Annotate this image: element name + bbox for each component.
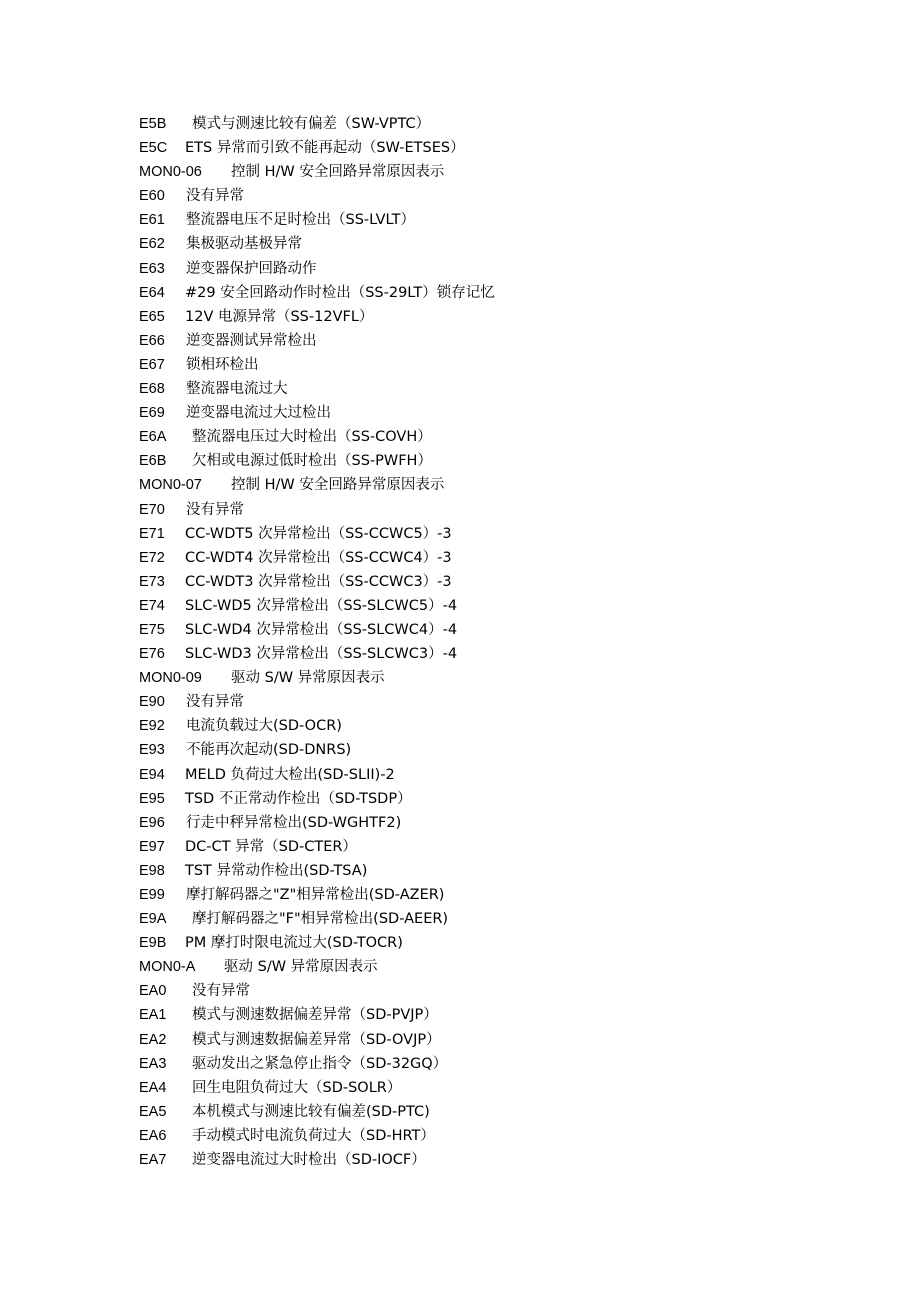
list-item xyxy=(139,449,839,473)
error-code: EA0 xyxy=(139,983,167,1000)
error-code: E9B xyxy=(139,935,167,952)
list-item xyxy=(139,763,839,787)
error-description: 整流器电流过大 xyxy=(186,381,288,398)
list-item xyxy=(139,329,839,353)
list-item xyxy=(139,883,839,907)
error-code: E94 xyxy=(139,766,165,783)
section-heading xyxy=(139,160,839,184)
list-item xyxy=(139,305,839,329)
error-code: E73 xyxy=(139,573,165,590)
error-code: E75 xyxy=(139,621,165,638)
error-description: 12V 电源异常（SS-12VFL） xyxy=(185,308,374,325)
error-description: 集极驱动基极异常 xyxy=(186,236,302,253)
error-code: E5B xyxy=(139,116,167,132)
error-description: SLC-WD3 次异常检出（SS-SLCWC3）-4 xyxy=(185,646,458,663)
error-description: 回生电阻负荷过大（SD-SOLR） xyxy=(192,1079,402,1096)
list-item xyxy=(139,1148,839,1172)
error-description: 逆变器电流过大过检出 xyxy=(186,405,331,422)
error-description: 锁相环检出 xyxy=(186,356,259,373)
error-code: E71 xyxy=(139,525,165,542)
error-code: E68 xyxy=(139,381,165,398)
error-code: E69 xyxy=(139,405,165,422)
list-item xyxy=(139,618,839,642)
error-code: E62 xyxy=(139,236,165,253)
list-item xyxy=(139,112,839,136)
error-description: 行走中秤异常检出(SD-WGHTF2) xyxy=(186,814,402,831)
list-item xyxy=(139,377,839,401)
error-description: 没有异常 xyxy=(186,694,244,711)
error-code: EA1 xyxy=(139,1007,167,1024)
section-description: 驱动 S/W 异常原因表示 xyxy=(231,670,385,687)
error-description: 驱动发出之紧急停止指令（SD-32GQ） xyxy=(192,1055,448,1072)
error-description: 手动模式时电流负荷过大（SD-HRT） xyxy=(192,1127,435,1144)
error-description: 整流器电压过大时检出（SS-COVH） xyxy=(192,429,432,446)
list-item xyxy=(139,690,839,714)
error-code: E74 xyxy=(139,597,165,614)
error-description: 电流负载过大(SD-OCR) xyxy=(186,718,342,735)
list-item xyxy=(139,401,839,425)
monitor-code: MON0-06 xyxy=(139,164,202,181)
error-code: E65 xyxy=(139,308,165,325)
list-item xyxy=(139,931,839,955)
list-item xyxy=(139,546,839,570)
error-code: E96 xyxy=(139,814,165,831)
list-item xyxy=(139,281,839,305)
error-code: E6B xyxy=(139,453,167,470)
list-item xyxy=(139,208,839,232)
list-item xyxy=(139,979,839,1003)
list-item xyxy=(139,835,839,859)
monitor-code: MON0-A xyxy=(139,959,196,976)
error-code: E92 xyxy=(139,718,165,735)
list-item xyxy=(139,642,839,666)
error-description: MELD 负荷过大检出(SD-SLII)-2 xyxy=(185,766,395,783)
error-description: CC-WDT5 次异常检出（SS-CCWC5）-3 xyxy=(185,525,452,542)
list-item xyxy=(139,714,839,738)
section-description: 驱动 S/W 异常原因表示 xyxy=(224,959,378,976)
section-heading xyxy=(139,473,839,497)
error-description: 整流器电压不足时检出（SS-LVLT） xyxy=(186,212,415,229)
list-item xyxy=(139,232,839,256)
list-item xyxy=(139,353,839,377)
section-description: 控制 H/W 安全回路异常原因表示 xyxy=(231,164,445,181)
error-code: E9A xyxy=(139,911,167,928)
list-item xyxy=(139,425,839,449)
error-description: CC-WDT3 次异常检出（SS-CCWC3）-3 xyxy=(185,573,452,590)
error-description: 本机模式与测速比较有偏差(SD-PTC) xyxy=(192,1103,430,1120)
list-item xyxy=(139,1052,839,1076)
error-code: E66 xyxy=(139,332,165,349)
error-code: EA5 xyxy=(139,1103,167,1120)
error-description: 逆变器测试异常检出 xyxy=(186,332,317,349)
list-item xyxy=(139,738,839,762)
error-description: #29 安全回路动作时检出（SS-29LT）锁存记忆 xyxy=(185,284,495,301)
error-code: E61 xyxy=(139,212,165,229)
list-item xyxy=(139,787,839,811)
list-item xyxy=(139,907,839,931)
monitor-code: MON0-09 xyxy=(139,670,202,687)
list-item xyxy=(139,1100,839,1124)
error-description: SLC-WD4 次异常检出（SS-SLCWC4）-4 xyxy=(185,621,458,638)
list-item xyxy=(139,859,839,883)
list-item xyxy=(139,1124,839,1148)
error-description: 模式与测速数据偏差异常（SD-OVJP） xyxy=(192,1031,441,1048)
error-code: EA2 xyxy=(139,1031,167,1048)
error-code: E93 xyxy=(139,742,165,759)
error-code: E76 xyxy=(139,646,165,663)
error-code-list xyxy=(139,112,839,1172)
error-description: ETS 异常而引致不能再起动（SW-ETSES） xyxy=(185,140,465,157)
error-code: EA7 xyxy=(139,1152,167,1169)
error-description: SLC-WD5 次异常检出（SS-SLCWC5）-4 xyxy=(185,597,458,614)
error-code: E90 xyxy=(139,694,165,711)
error-code: EA4 xyxy=(139,1079,167,1096)
error-code: E70 xyxy=(139,501,165,518)
section-description: 控制 H/W 安全回路异常原因表示 xyxy=(231,477,445,494)
error-description: 摩打解码器之"F"相异常检出(SD-AEER) xyxy=(192,911,449,928)
list-item xyxy=(139,498,839,522)
list-item xyxy=(139,1003,839,1027)
list-item xyxy=(139,136,839,160)
error-description: 没有异常 xyxy=(186,188,244,205)
error-code: E6A xyxy=(139,429,167,446)
list-item xyxy=(139,522,839,546)
monitor-code: MON0-07 xyxy=(139,477,202,494)
error-description: CC-WDT4 次异常检出（SS-CCWC4）-3 xyxy=(185,549,452,566)
error-code: E5C xyxy=(139,140,168,157)
error-description: 模式与测速比较有偏差（SW-VPTC） xyxy=(192,116,431,132)
error-description: 不能再次起动(SD-DNRS) xyxy=(186,742,352,759)
section-heading xyxy=(139,666,839,690)
error-code: E99 xyxy=(139,887,165,903)
error-description: 模式与测速数据偏差异常（SD-PVJP） xyxy=(192,1007,438,1024)
error-description: 摩打解码器之"Z"相异常检出(SD-AZER) xyxy=(186,887,445,903)
error-description: 没有异常 xyxy=(186,501,244,518)
list-item xyxy=(139,1076,839,1100)
error-code: E64 xyxy=(139,284,165,301)
error-description: 欠相或电源过低时检出（SS-PWFH） xyxy=(192,453,432,470)
list-item xyxy=(139,1028,839,1052)
error-code: E72 xyxy=(139,549,165,566)
list-item xyxy=(139,811,839,835)
error-code: E95 xyxy=(139,790,165,807)
error-description: 逆变器电流过大时检出（SD-IOCF） xyxy=(192,1152,426,1169)
error-description: 逆变器保护回路动作 xyxy=(186,260,317,277)
error-code: E97 xyxy=(139,838,165,855)
error-code: E63 xyxy=(139,260,165,277)
section-heading xyxy=(139,955,839,979)
error-description: TSD 不正常动作检出（SD-TSDP） xyxy=(185,790,412,807)
list-item xyxy=(139,594,839,618)
error-description: TST 异常动作检出(SD-TSA) xyxy=(185,862,368,879)
error-description: DC-CT 异常（SD-CTER） xyxy=(185,838,357,855)
list-item xyxy=(139,570,839,594)
error-code: E60 xyxy=(139,188,165,205)
error-code: E98 xyxy=(139,862,165,879)
error-description: PM 摩打时限电流过大(SD-TOCR) xyxy=(185,935,403,952)
error-code: EA6 xyxy=(139,1127,167,1144)
list-item xyxy=(139,257,839,281)
error-code: E67 xyxy=(139,356,165,373)
list-item xyxy=(139,184,839,208)
error-code: EA3 xyxy=(139,1055,167,1072)
error-description: 没有异常 xyxy=(192,983,250,1000)
